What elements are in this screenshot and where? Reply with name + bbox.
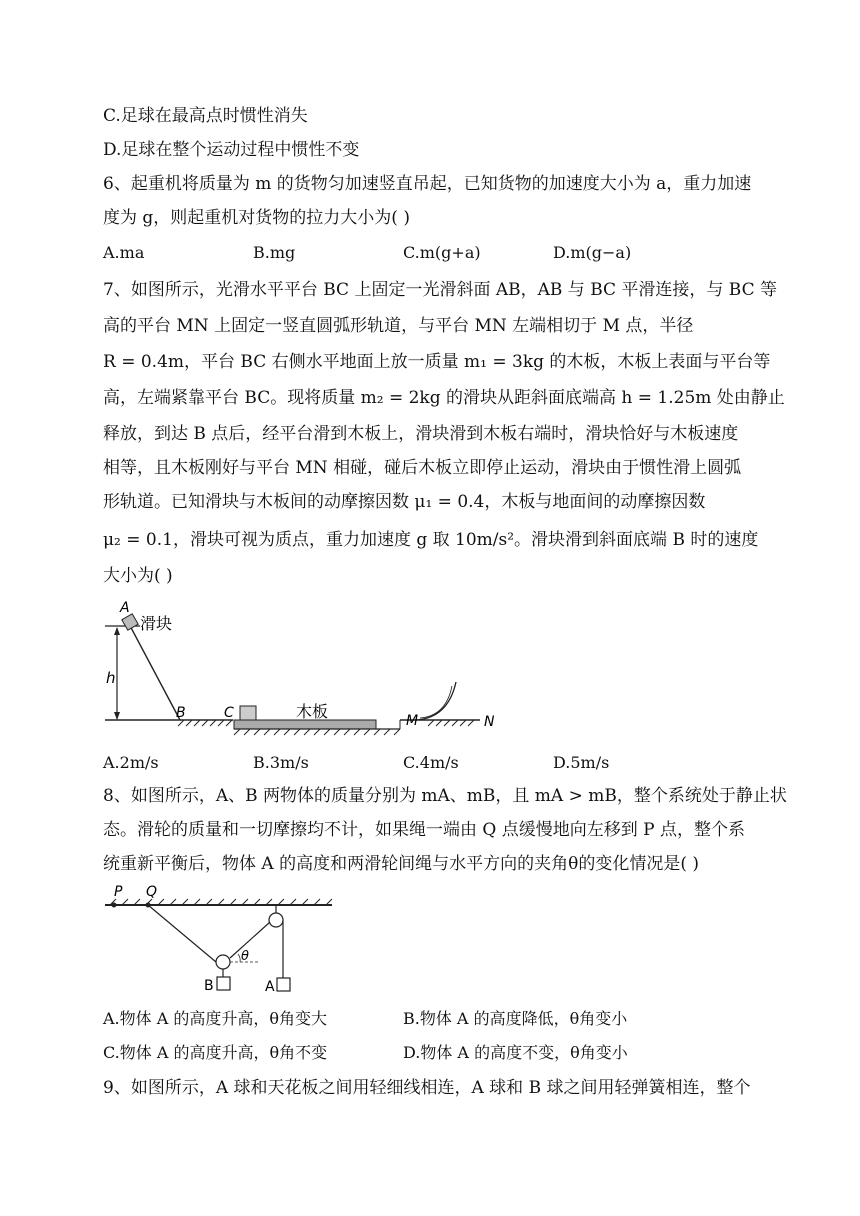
q7-label-c: C <box>224 705 234 721</box>
q5-option-d: D.足球在整个运动过程中惯性不变 <box>103 140 360 160</box>
q7-stem-line-4: 高，左端紧靠平台 BC。现将质量 m₂ = 2kg 的滑块从距斜面底端高 h = 1.25m 处由静止 <box>103 388 785 408</box>
q7-ground-hatch-right <box>428 720 474 726</box>
q6-option-d: D.m(g−a) <box>553 243 632 262</box>
q8-label-theta: θ <box>241 949 249 964</box>
q7-height-arrow-top <box>114 627 120 635</box>
q7-arc-track-inner <box>420 686 452 718</box>
q6-stem-line-1: 6、起重机将质量为 m 的货物匀加速竖直吊起，已知货物的加速度大小为 a，重力加速 <box>103 174 752 194</box>
q7-slider-block <box>122 614 138 630</box>
q8-figure <box>100 880 340 1000</box>
q7-arc-track <box>416 682 456 720</box>
q8-stem-line-1: 8、如图所示，A、B 两物体的质量分别为 mA、mB，且 mA > mB，整个系统处于静止状 <box>103 786 787 806</box>
q8-moving-pulley <box>216 955 230 969</box>
q8-label-b: B <box>204 978 214 994</box>
q8-label-a: A <box>265 979 275 995</box>
q7-stem-line-7: 形轨道。已知滑块与木板间的动摩擦因数 μ₁ = 0.4，木板与地面间的动摩擦因数 <box>103 492 706 512</box>
q7-option-a: A.2m/s <box>103 753 159 772</box>
q8-mass-a <box>277 978 290 991</box>
q7-option-b: B.3m/s <box>253 753 309 772</box>
q7-block-c <box>240 706 256 720</box>
q7-height-arrow-bottom <box>114 712 120 720</box>
q6-option-a: A.ma <box>103 243 145 262</box>
q6-option-c: C.m(g+a) <box>403 243 481 262</box>
q8-option-a: A.物体 A 的高度升高，θ角变大 <box>103 1009 328 1028</box>
q7-stem-line-1: 7、如图所示，光滑水平平台 BC 上固定一光滑斜面 AB，AB 与 BC 平滑连接，与 BC 等 <box>103 280 778 300</box>
q8-label-q: Q <box>146 884 158 900</box>
q7-label-board: 木板 <box>296 702 329 721</box>
q7-stem-line-6: 相等，且木板刚好与平台 MN 相碰，碰后木板立即停止运动，滑块由于惯性滑上圆弧 <box>103 458 742 478</box>
q7-label-b: B <box>176 705 186 721</box>
q7-stem-line-3: R = 0.4m，平台 BC 右侧水平地面上放一质量 m₁ = 3kg 的木板，木板上表面与平台等 <box>103 352 771 372</box>
q7-ground-hatch-mid <box>234 729 400 735</box>
q8-label-p: P <box>114 884 123 900</box>
q7-label-slider: 滑块 <box>140 614 173 633</box>
q8-rope-left <box>148 905 216 962</box>
q8-theta-arc <box>238 954 240 962</box>
q8-option-b: B.物体 A 的高度降低，θ角变小 <box>403 1009 628 1028</box>
q8-point-p <box>112 903 117 908</box>
q8-option-d: D.物体 A 的高度不变，θ角变小 <box>403 1043 628 1062</box>
q7-stem-line-8: μ₂ = 0.1，滑块可视为质点，重力加速度 g 取 10m/s²。滑块滑到斜面底端 B 时的速度 <box>103 530 759 550</box>
q7-figure <box>100 596 510 741</box>
q6-option-b: B.mg <box>253 243 296 262</box>
q7-stem-line-5: 释放，到达 B 点后，经平台滑到木板上，滑块滑到木板右端时，滑块恰好与木板速度 <box>103 424 739 444</box>
q7-label-a: A <box>120 600 130 616</box>
q8-mass-b <box>217 977 230 990</box>
q7-incline <box>128 622 180 720</box>
q7-board <box>234 720 376 729</box>
q7-stem-line-2: 高的平台 MN 上固定一竖直圆弧形轨道，与平台 MN 左端相切于 M 点，半径 <box>103 316 694 336</box>
q8-rope-middle <box>230 922 270 958</box>
q7-option-d: D.5m/s <box>553 753 610 772</box>
q7-label-m: M <box>406 713 419 729</box>
q7-stem-line-9: 大小为( ) <box>103 566 173 586</box>
q8-option-c: C.物体 A 的高度升高，θ角不变 <box>103 1043 328 1062</box>
q8-stem-line-3: 统重新平衡后，物体 A 的高度和两滑轮间绳与水平方向的夹角θ的变化情况是( ) <box>103 854 699 874</box>
q7-label-h: h <box>106 669 116 687</box>
q6-stem-line-2: 度为 g，则起重机对货物的拉力大小为( ) <box>103 208 410 228</box>
q8-stem-line-2: 态。滑轮的质量和一切摩擦均不计，如果绳一端由 Q 点缓慢地向左移到 P 点，整个系 <box>103 820 745 840</box>
q8-fixed-pulley <box>269 913 283 927</box>
q7-option-c: C.4m/s <box>403 753 459 772</box>
q7-label-n: N <box>484 714 495 730</box>
q5-option-c: C.足球在最高点时惯性消失 <box>103 106 308 126</box>
q9-stem-line-1: 9、如图所示，A 球和天花板之间用轻细线相连，A 球和 B 球之间用轻弹簧相连，整个 <box>103 1078 751 1098</box>
